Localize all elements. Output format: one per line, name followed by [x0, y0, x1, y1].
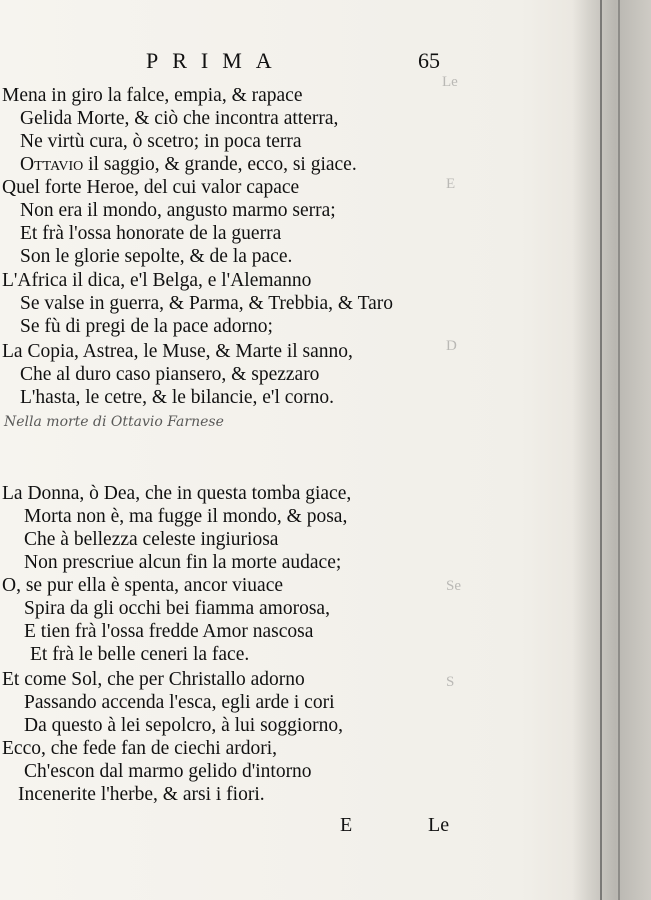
verse-line: Son le glorie sepolte, & de la pace.: [20, 246, 293, 267]
page-number: 65: [418, 48, 440, 73]
verse-line: Se fù di pregi de la pace adorno;: [20, 316, 273, 337]
bleed-through-mark: Se: [446, 578, 461, 594]
bleed-through-mark: E: [446, 176, 456, 192]
verse-line: E tien frà l'ossa fredde Amor nascosa: [24, 621, 314, 642]
verse-line: Mena in giro la falce, empia, & rapace: [2, 85, 303, 106]
handwritten-annotation: Nella morte di Ottavio Farnese: [4, 414, 224, 430]
verse-line: Da questo à lei sepolcro, à lui soggiorno,: [24, 715, 343, 736]
verse-line: Incenerite l'herbe, & arsi i fiori.: [18, 784, 265, 805]
gutter-line: [618, 0, 620, 900]
catchword: Le: [428, 814, 450, 836]
verse-line: Non prescriue alcun fin la morte audace;: [24, 552, 342, 573]
verse-line: Che al duro caso piansero, & spezzaro: [20, 364, 320, 385]
verse-line: L'hasta, le cetre, & le bilancie, e'l corno.: [20, 387, 335, 408]
verse-line: Ottavio il saggio, & grande, ecco, si giace.: [20, 154, 357, 175]
verse-line: Spira da gli occhi bei fiamma amorosa,: [24, 598, 330, 619]
verse-line: Non era il mondo, angusto marmo serra;: [20, 200, 336, 221]
verse-line: Quel forte Heroe, del cui valor capace: [2, 177, 300, 198]
verse-line: O, se pur ella è spenta, ancor viuace: [2, 575, 283, 596]
verse-line: Gelida Morte, & ciò che incontra atterra,: [20, 108, 339, 129]
verse-line: Ecco, che fede fan de ciechi ardori,: [2, 738, 277, 759]
signature-mark: E: [340, 814, 353, 836]
verse-line: Et frà le belle ceneri la face.: [30, 644, 250, 665]
bleed-through-mark: D: [446, 338, 457, 354]
bleed-through-mark: Le: [442, 74, 458, 90]
verse-line: Morta non è, ma fugge il mondo, & posa,: [24, 506, 348, 527]
running-title: PRIMA: [146, 48, 286, 73]
verse-line: Che à bellezza celeste ingiuriosa: [24, 529, 279, 550]
page-gutter-shadow: [572, 0, 651, 900]
verse-line: La Copia, Astrea, le Muse, & Marte il sanno,: [2, 341, 353, 362]
verse-line: Et frà l'ossa honorate de la guerra: [20, 223, 282, 244]
verse-line: Ch'escon dal marmo gelido d'intorno: [24, 761, 312, 782]
verse-line: Ne virtù cura, ò scetro; in poca terra: [20, 131, 302, 152]
verse-line: Et come Sol, che per Christallo adorno: [2, 669, 305, 690]
verse-line: L'Africa il dica, e'l Belga, e l'Alemanno: [2, 270, 312, 291]
gutter-line: [600, 0, 602, 900]
verse-line: Se valse in guerra, & Parma, & Trebbia, & Taro: [20, 293, 394, 314]
page-header: [0, 48, 651, 78]
verse-line: La Donna, ò Dea, che in questa tomba giace,: [2, 483, 352, 504]
verse-line: Passando accenda l'esca, egli arde i cori: [24, 692, 335, 713]
bleed-through-mark: S: [446, 674, 455, 690]
